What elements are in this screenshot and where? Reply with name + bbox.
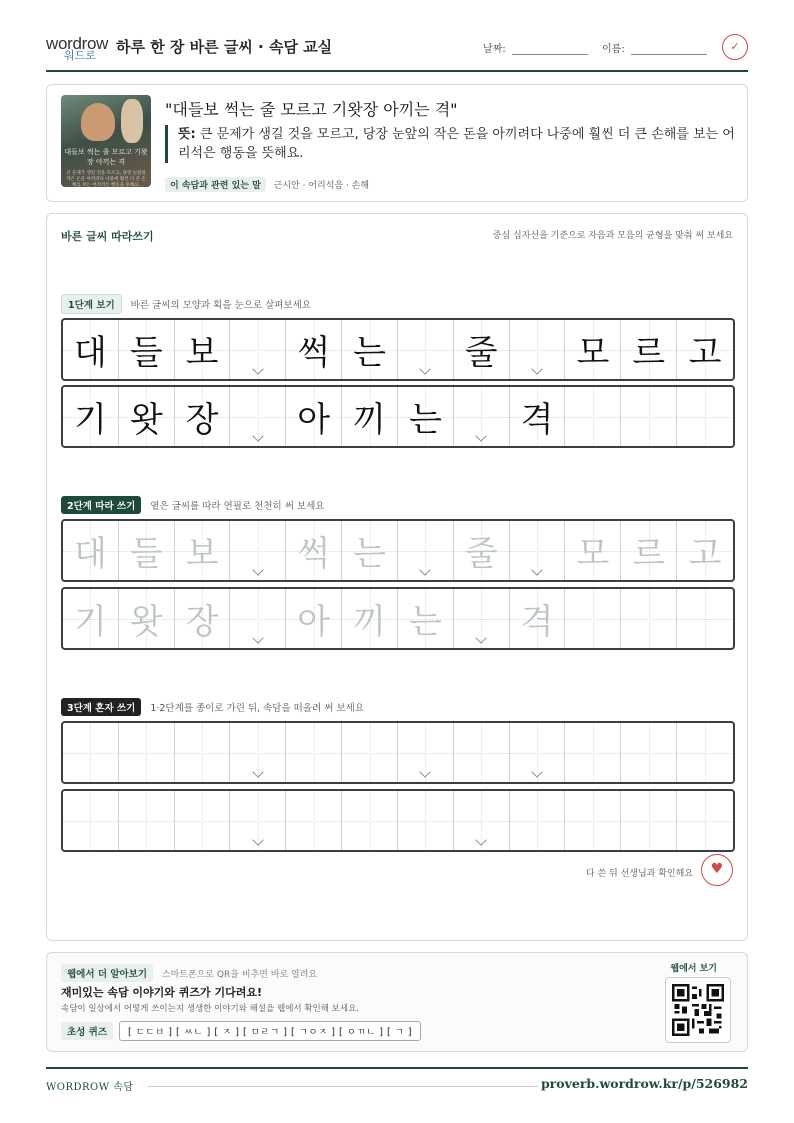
stage2-desc: 옅은 글씨를 따라 연필로 천천히 써 보세요 [150,501,325,512]
proverb-card [46,84,748,202]
grid-cell[interactable] [63,521,119,580]
stage2-header [61,496,324,514]
grid-cell [621,320,677,379]
related-words: 근시안 · 어리석음 · 손해 [273,181,370,191]
grid-char: 는 [408,400,442,440]
grid-char: 고 [688,534,722,574]
grid-cell[interactable] [342,589,398,648]
space-chevron-icon [531,766,542,777]
space-chevron-icon [531,363,542,374]
grid-cell[interactable] [230,791,286,850]
grid-cell [119,387,175,446]
space-chevron-icon [252,564,263,575]
grid-cell [175,387,231,446]
page-footer [46,1067,748,1097]
grid-cell[interactable] [342,521,398,580]
grid-char: 왓 [129,400,163,440]
stage3-header [61,698,364,716]
stage3-row1[interactable] [61,721,735,784]
proverb-thumbnail [61,95,151,187]
date-line[interactable] [512,54,588,55]
grid-cell[interactable] [230,589,286,648]
grid-cell[interactable] [621,791,677,850]
grid-cell[interactable] [119,589,175,648]
grid-char: 보 [185,534,219,574]
grid-cell [510,387,566,446]
stage1-header [61,294,311,314]
related-row [165,177,369,192]
meaning-label: 뜻: [178,127,196,142]
space-chevron-icon [476,430,487,441]
grid-cell[interactable] [342,791,398,850]
wordrow-logo [46,34,109,62]
quiz-box: [ ㄷㄷㅂ ] [ ㅆㄴ ] [ ㅈ ] [ ㅁㄹㄱ ] [ ㄱㅇㅈ ] [ ㅇㄲㄴ ] [ ㄱ ] [119,1021,421,1041]
grid-char: 줄 [464,333,498,373]
grid-cell [621,387,677,446]
grid-cell[interactable] [175,723,231,782]
grid-cell [63,320,119,379]
grid-char: 대 [73,534,107,574]
stage3-desc: 1·2단계를 종이로 가린 뒤, 속담을 떠올려 써 보세요 [150,703,364,714]
page-header [46,28,748,72]
grid-cell[interactable] [398,521,454,580]
grid-cell [286,387,342,446]
grid-cell [454,320,510,379]
stage1-badge: 1단계 보기 [61,294,122,314]
web-card [46,952,748,1052]
space-chevron-icon [252,363,263,374]
footer-brand: WORDROW 속담 [46,1082,134,1093]
date-label: 날짜: [483,44,506,55]
grid-cell[interactable] [119,791,175,850]
qr-code-icon[interactable] [665,977,731,1043]
grid-char: 줄 [464,534,498,574]
quiz-row [61,1021,421,1041]
grid-char: 썩 [297,534,331,574]
grid-char: 장 [185,602,219,642]
grid-cell [63,387,119,446]
qr-label: 웹에서 보기 [670,964,717,974]
grid-cell[interactable] [63,589,119,648]
stage2-row2[interactable] [61,587,735,650]
grid-cell[interactable] [621,723,677,782]
name-label: 이름: [602,44,625,55]
logo-text: wordrow [46,34,109,53]
grid-char: 썩 [297,333,331,373]
quiz-label: 초성 퀴즈 [61,1022,113,1040]
space-chevron-icon [252,766,263,777]
grid-cell[interactable] [286,723,342,782]
grid-cell [677,320,733,379]
name-line[interactable] [631,54,707,55]
practice-title: 바른 글씨 따라쓰기 [61,230,154,243]
grid-cell [510,320,566,379]
meaning-text: 큰 문제가 생길 것을 모르고, 당장 눈앞의 작은 돈을 아끼려다 나중에 훨씬 더 큰 손해를 보는 어리석은 행동을 뜻해요. [178,127,735,161]
grid-cell[interactable] [510,791,566,850]
thumbnail-subcaption: 큰 문제가 생길 것을 모르고, 당장 눈앞의 작은 돈을 아끼려다 나중에 훨씬 더 큰 손해를 보는 어리석은 행동을 뜻해요. [66,171,146,187]
check-stamp-icon: ✓ [722,34,748,60]
grid-cell[interactable] [677,723,733,782]
grid-cell [398,387,454,446]
grid-char: 장 [185,400,219,440]
space-chevron-icon [252,834,263,845]
grid-char: 아 [297,602,331,642]
grid-char: 기 [73,400,107,440]
web-tag-row [61,964,317,982]
grid-cell [565,320,621,379]
grid-cell [454,387,510,446]
page-title: 하루 한 장 바른 글씨 · 속담 교실 [116,38,333,56]
practice-card [46,213,748,941]
grid-cell [119,320,175,379]
grid-char: 격 [520,602,554,642]
grid-cell[interactable] [342,723,398,782]
grid-cell[interactable] [398,589,454,648]
related-label: 이 속담과 관련 있는 말 [165,177,266,192]
grid-cell [286,320,342,379]
grid-char: 는 [408,602,442,642]
grid-cell[interactable] [230,521,286,580]
web-tag-desc: 스마트폰으로 QR을 비추면 바로 열려요 [161,970,318,980]
web-headline: 재미있는 속담 이야기와 퀴즈가 기다려요! [61,986,262,999]
practice-note: 중심 십자선을 기준으로 자음과 모음의 균형을 맞춰 써 보세요 [492,231,733,241]
grid-cell[interactable] [565,723,621,782]
stage2-badge: 2단계 따라 쓰기 [61,496,141,514]
grid-cell[interactable] [175,521,231,580]
space-chevron-icon [476,632,487,643]
grid-char: 모 [576,333,610,373]
grid-cell[interactable] [230,723,286,782]
grid-cell [398,320,454,379]
grid-cell[interactable] [286,521,342,580]
grid-cell [677,387,733,446]
grid-cell[interactable] [510,723,566,782]
grid-cell[interactable] [175,589,231,648]
stage1-row2 [61,385,735,448]
stage3-badge: 3단계 혼자 쓰기 [61,698,141,716]
grid-cell[interactable] [677,521,733,580]
grid-char: 격 [520,400,554,440]
stage1-row1 [61,318,735,381]
grid-char: 끼 [353,400,386,440]
grid-cell[interactable] [677,791,733,850]
grid-cell[interactable] [454,521,510,580]
footer-url[interactable]: proverb.wordrow.kr/p/526982 [540,1076,748,1091]
stage3-row2[interactable] [61,789,735,852]
grid-char: 보 [185,333,219,373]
grid-char: 들 [129,333,163,373]
grid-cell[interactable] [398,723,454,782]
grid-cell[interactable] [454,723,510,782]
footer-divider [148,1086,538,1087]
grid-cell[interactable] [63,723,119,782]
space-chevron-icon [252,632,263,643]
grid-cell[interactable] [677,589,733,648]
logo-korean: 워드로 [64,50,96,62]
grid-cell[interactable] [510,589,566,648]
grid-cell[interactable] [565,589,621,648]
grid-char: 기 [73,602,107,642]
grid-cell[interactable] [510,521,566,580]
grid-char: 는 [353,333,386,373]
grid-char: 는 [353,534,386,574]
grid-char: 왓 [129,602,163,642]
grid-char: 아 [297,400,331,440]
grid-cell[interactable] [175,791,231,850]
grid-cell [342,387,398,446]
grid-cell[interactable] [398,791,454,850]
heart-stamp-icon: ♥ [701,854,733,886]
space-chevron-icon [252,430,263,441]
grid-cell[interactable] [565,791,621,850]
grid-char: 끼 [353,602,386,642]
stage1-desc: 바른 글씨의 모양과 획을 눈으로 살펴보세요 [130,300,311,311]
space-chevron-icon [420,766,431,777]
meaning-box [165,125,735,163]
grid-cell[interactable] [454,589,510,648]
grid-cell[interactable] [286,589,342,648]
web-subtext: 속담이 일상에서 어떻게 쓰이는지 생생한 이야기와 해설을 웹에서 확인해 보세요. [61,1004,359,1014]
grid-cell[interactable] [119,521,175,580]
proverb-text: "대들보 썩는 줄 모르고 기왓장 아끼는 격" [165,100,458,119]
grid-char: 모 [576,534,610,574]
grid-char: 고 [688,333,722,373]
grid-cell [230,320,286,379]
thumbnail-caption: 대들보 썩는 줄 모르고 기왓장 아끼는 격 [64,148,148,166]
space-chevron-icon [476,834,487,845]
grid-char: 르 [632,333,666,373]
grid-char: 들 [129,534,163,574]
confirm-text: 다 쓴 뒤 선생님과 확인해요 [585,869,693,879]
space-chevron-icon [531,564,542,575]
grid-cell [230,387,286,446]
space-chevron-icon [420,363,431,374]
grid-cell[interactable] [621,521,677,580]
grid-cell [565,387,621,446]
grid-cell[interactable] [621,589,677,648]
stage2-row1[interactable] [61,519,735,582]
grid-cell[interactable] [454,791,510,850]
grid-cell[interactable] [63,791,119,850]
grid-cell [342,320,398,379]
grid-cell[interactable] [119,723,175,782]
grid-cell[interactable] [286,791,342,850]
grid-cell [175,320,231,379]
grid-char: 르 [632,534,666,574]
space-chevron-icon [420,564,431,575]
web-tag: 웹에서 더 알아보기 [61,964,153,982]
grid-cell[interactable] [565,521,621,580]
grid-char: 대 [73,333,107,373]
